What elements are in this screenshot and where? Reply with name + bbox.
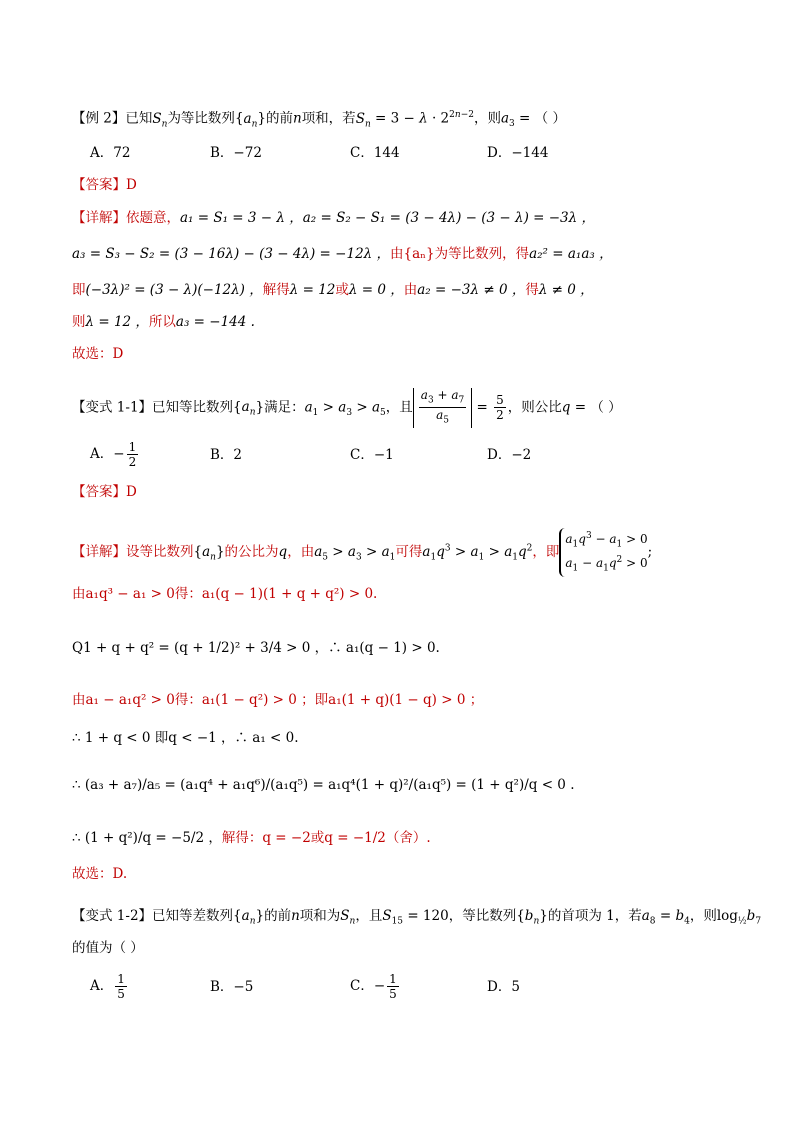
answer-line: 【答案】D [72, 177, 137, 193]
detail-line-4: 由a₁ − a₁q² > 0得：a₁(1 − q²) > 0 ；即a₁(1 + q)(1 − q) > 0 ； [72, 692, 484, 708]
detail-line-2: 由a₁q³ − a₁ > 0得：a₁(q − 1)(1 + q + q²) > 0. [72, 586, 378, 602]
variant-1-2-stem: 【变式 1-2】已知等差数列$\{a_n\}$的前n项和为$S_n$，且$S_{15} = 120$，等比数列$\{b_n\}$的首项为 1，若$a_8 = b_4$，则$\log_{\frac{1}{2}}b_7$ [72, 908, 762, 927]
choose-line: 故选：D. [72, 866, 128, 882]
option-d: D．−2 [487, 447, 532, 463]
variant-tag: 【变式 1-2】 [72, 908, 153, 924]
option-b: B．2 [210, 447, 243, 463]
option-d: D．5 [487, 979, 520, 995]
choose-line: 故选：D [72, 346, 124, 362]
detail-line-4: 则λ = 12 ，所以a₃ = −144 . [72, 314, 255, 330]
detail-line-3: Q1 + q + q² = (q + 1/2)² + 3/4 > 0 ，∴ a₁(q − 1) > 0. [72, 640, 440, 656]
option-b: B．−72 [210, 145, 262, 161]
detail-line-1: 【详解】设等比数列$\{a_n\}$的公比为q，由$a_5 > a_3 > a_1$可得$a_1q^3 > a_1 > a_1q^2$，即 $a_1q^3 - a_1 > 0$ $a_1 - a_1q^2 > 0$ ; [72, 528, 652, 577]
option-b: B．−5 [210, 979, 254, 995]
answer-line: 【答案】D [72, 484, 137, 500]
option-a: A．72 [90, 145, 131, 161]
option-c: C．144 [350, 145, 400, 161]
detail-line-5: ∴ 1 + q < 0 即q < −1 ，∴ a₁ < 0. [72, 730, 299, 746]
detail-line-3: 即(−3λ)² = (3 − λ)(−12λ) ，解得λ = 12或λ = 0 ，由a₂ = −3λ ≠ 0 ，得λ ≠ 0 ， [72, 282, 594, 298]
example-tag: 【例 2】 [72, 110, 126, 127]
option-a: A．− $\frac{1}{2}$ [90, 440, 137, 469]
variant-1-2-stem-cont: 的值为（ ） [72, 940, 144, 956]
variant-1-1-stem: 【变式 1-1】已知等比数列$\{a_n\}$满足：$a_1 > a_3 > a_5$，且 $\frac{a_3 + a_7}{a_5}$ = $\frac{5}{2}$ ，则公比q = （ ） [72, 388, 622, 426]
option-a: A． $\frac{1}{5}$ [90, 972, 125, 1001]
example-2-stem: 【例 2】已知$S_n$为等比数列$\{a_n\}$的前n项和，若$S_n = 3 - \lambda \cdot 2^{2n-2}$，则$a_3$ = （ ） [72, 110, 566, 130]
detail-line-7: ∴ (1 + q²)/q = −5/2 ，解得：q = −2或q = −1/2（舍）. [72, 830, 431, 846]
detail-line-6: ∴ (a₃ + a₇)/a₅ = (a₁q⁴ + a₁q⁶)/(a₁q⁵) = a₁q⁴(1 + q)²/(a₁q⁵) = (1 + q²)/q < 0 . [72, 777, 575, 793]
variant-tag: 【变式 1-1】 [72, 399, 153, 416]
detail-line-1: 【详解】依题意，a₁ = S₁ = 3 − λ ，a₂ = S₂ − S₁ = (3 − 4λ) − (3 − λ) = −3λ ， [72, 210, 595, 226]
option-c: C．− $\frac{1}{5}$ [350, 972, 397, 1001]
detail-line-2: a₃ = S₃ − S₂ = (3 − 16λ) − (3 − 4λ) = −12λ ，由{aₙ}为等比数列，得a₂² = a₁a₃ ， [72, 246, 613, 262]
option-c: C．−1 [350, 447, 394, 463]
option-d: D．−144 [487, 145, 549, 161]
